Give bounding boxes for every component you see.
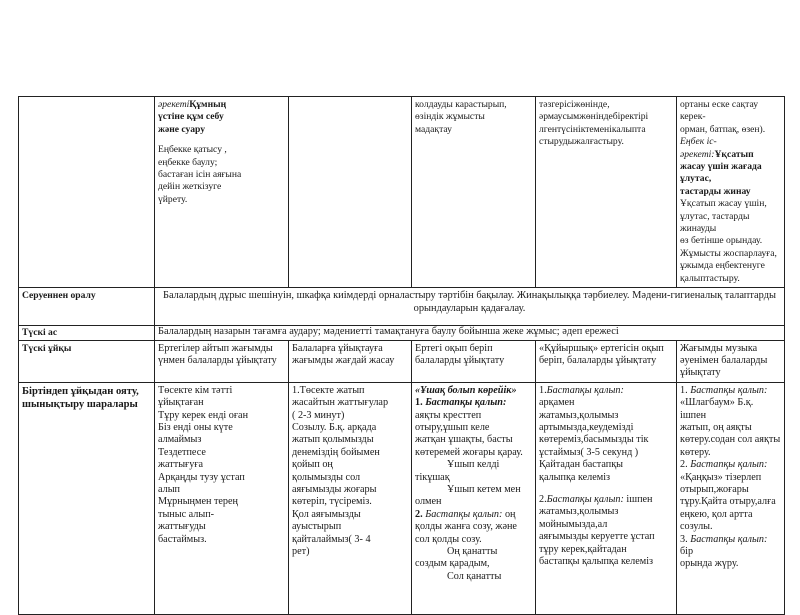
cell-fri-work: ортаны еске сақтау керек- орман, батпақ, өзен). Еңбек іс-әрекеті:Ұқсатып жасау үшін жағада ұлутас, тастарды жинау Ұқсатып жасау үшін, ұлутас, тастарды жинауды өз бетінше орындау. Жұмысты жоспарлауға, ұжымда еңбектенуге қалыптастыру. [677,97,785,288]
table-row [19,326,785,340]
wakeup-tue [289,382,412,614]
text-line: Сол қанатты [447,570,502,582]
text-line: көтереміз,басымызды тік [539,434,649,446]
text-line: жатамыз,қолымыз [539,506,619,518]
table-row [19,382,785,614]
cell-wed-work [412,97,536,288]
table-row [19,97,785,288]
schedule-table [18,96,785,615]
row-label-nap: Түскі ұйқы [19,340,155,382]
text-line: ішпен [626,493,653,505]
text-line: Еңбекке қатысу , [158,144,227,156]
text-line: аяғымызды жоғары [292,483,377,495]
text-line: еңкею, қол артта созулы. [680,508,753,533]
text-line: отыру,ұшып келе [415,421,490,433]
text-line: ауыстырып [292,521,342,533]
text-line: қолды жанға созу, және [415,521,517,533]
wakeup-mon [155,382,289,614]
empty-label-cell [19,97,155,288]
nap-fri: Жағымды музыка әуенімен балаларды ұйықтату [677,340,785,382]
text-line: көтеру. [680,446,711,458]
text-line: Тұру керек енді оған [158,409,249,421]
cell-tue-work [289,97,412,288]
text-block [158,144,285,206]
wakeup-fri: 1. Бастапқы қалып: «Шлагбаум» Б.қ. ішпен жатып, оң аяқты көтеру.содан сол аяқты көтеру. 2. Бастапқы қалып: «Қаңқыз» тізерлеп отырып,жоғары тұру.Қайта отыру,алға еңкею, қол артта созулы. 3. Бастапқы қалып: бір орында жүру. [677,382,785,614]
text-line: ұстаймыз( 3-5 секунд ) [539,446,639,458]
text-line: жасайтын жаттығулар [292,397,389,409]
text-line: ұжымда еңбектенуге [680,260,765,272]
text-line: Арқаңды тузу ұстап [158,471,245,483]
text-line: үйрету. [158,193,188,205]
text-line: Созылу. Б.қ. арқада [292,421,377,433]
text-line: денеміздің бойымен [292,446,380,458]
text-line: тікұшақ [415,471,450,483]
row-label-lunch: Түскі ас [19,326,155,340]
text-line: қалыпқа келеміз [539,471,611,483]
text-line: мойнымызда,ал [539,518,608,530]
text-line: жатып, оң аяқты [680,421,752,433]
text-line: алып [158,483,180,495]
text-line: жаттығуға [158,459,204,471]
text-line: Біз енді оны күте [158,421,233,433]
nap-wed: Ертегі оқып беріп балаларды ұйықтату [412,340,536,382]
text-line: Оң қанатты [447,546,498,557]
exercise-title: «Ұшақ болып көрейік» [415,384,517,396]
text-line: жатып қолымызды [292,434,374,446]
nap-thu: «Құйыршық» ертегісін оқып беріп, балаларды ұйықтату [536,340,677,382]
cell-thu-work [536,97,677,288]
text-line: көтеру.содан сол аяқты [680,434,781,446]
text-line: Тездетпесе [158,446,206,458]
text-line: ұйықтаған [158,397,204,409]
text-line: алмаймыз [158,434,202,446]
text-line: жатқан ұшақты, басты [415,434,513,446]
nap-mon: Ертегілер айтып жағымды үнмен балаларды ұйықтату [155,340,289,382]
text-line: бастаймыз. [158,533,207,545]
text-line: «Шлагбаум» Б.қ. ішпен [680,397,754,421]
text-line: жатамыз,қолымыз [539,409,619,421]
wakeup-wed: «Ұшақ болып көрейік» 1. Бастапқы қалып: аяқты кресттеп отыру,ұшып келе жатқан ұшақты, басты көтеремей жоғары қарау. Ұшып келді тікұшақ Ұшып кетем мен олмен 2. Бастапқы қалып: оң қолды жанға созу, және сол қолды созу. Оң қанатты создым қарадым, Сол қанатты [412,382,536,614]
text-line: аяқты кресттеп [415,409,482,421]
text-line: дейін жеткізуге [158,181,222,193]
text-line: сол қолды созу. [415,533,482,545]
text-line: Ұшып кетем мен [447,483,521,495]
text-line: артымызда,кеудемізді [539,421,634,433]
text-line: рет) [292,546,310,557]
nap-tue: Балаларға ұйықтауға жағымды жағдай жасау [289,340,412,382]
text-line: тыныс алып- [158,508,215,520]
text-line: создым қарадым, [415,558,490,570]
text-line: бастаған ісін аяғына [158,169,242,181]
text-line: еңбекке баулу; [158,156,218,168]
text-line: көтеремей жоғары қарау. [415,446,523,458]
cell-mon-work: әрекетіҚұмның үстіне құм себу және суару Еңбекке қатысу , еңбекке баулу; бастаған ісін аяғына дейін жеткізуге үйрету. [155,97,289,288]
text-line: 1.Төсекте жатып [292,384,365,396]
text-line: қолымызды сол [292,471,361,483]
text-line: лгентүсініктеменікалыпта [539,123,646,135]
return-text: Балалардың дұрыс шешінуін, шкафқа киімдерді орналастыру тәртібін бақылау. Жинақылыққа тәрбиелеу. Мәдени-гигиеналық талаптарды орындауларын қадағалау. [155,288,785,326]
text-line: қалыптастыру. [680,272,740,284]
row-label-return: Серуеннен оралу [19,288,155,326]
text-line: орында жүру. [680,558,739,570]
text-line: әрмаусымжөніндебіректірі [539,111,649,123]
text-line: колдауды карастырып, [415,99,507,110]
lunch-text: Балалардың назарын тағамға аудару; мәдениетті тамақтануға баулу бойынша жеке жұмыс; әдеп ережесі [155,326,785,340]
text-line: Қайтадан бастапқы [539,459,624,471]
text-line: тұру.Қайта отыру,алға [680,496,776,508]
text-line: Жұмысты жоспарлауға, [680,247,777,259]
text-line: тұру керек,қайтадан [539,543,627,555]
text-line: мадақтау [415,123,452,135]
text-line: қайталаймыз( 3- 4 [292,533,371,545]
text-line: Мұрныңмен терең [158,496,239,508]
row-label-wakeup: Біртіндеп ұйқыдан ояту, шынықтыру шаралары [19,382,155,614]
text-line: Ұшып келді [447,459,500,471]
text-line: жаттығуды [158,521,206,533]
table-row [19,340,785,382]
text-line: аяғымызды керуетте ұстап [539,531,655,543]
text-line: отырып,жоғары [680,483,749,495]
text-line: қойып оң [292,459,333,471]
text-line: Төсекте кім тәтті [158,384,233,396]
table-row [19,288,785,326]
text-line: бастапқы қалыпқа келеміз [539,556,654,567]
text-line: Ұқсатып жасау үшін, [680,198,767,210]
text-line: арқамен [539,397,575,409]
text-line: көтеріп, түсіреміз. [292,496,372,508]
text-line: бір [680,546,694,557]
text-line: Қол аяғымызды [292,508,361,520]
text-line: ( 2-3 минут) [292,409,345,421]
text-line: олмен [415,496,442,508]
text-line: стырудыжалғастыру. [539,136,624,148]
wakeup-thu: 1.Бастапқы қалып: арқамен жатамыз,қолымыз артымызда,кеудемізді көтереміз,басымызды тік ұстаймыз( 3-5 секунд ) Қайтадан бастапқы қалыпқа келеміз 2.Бастапқы қалып: ішпен жатамыз,қолымыз мойнымызда,ал аяғымызды керуетте ұстап тұру керек,қайтадан бастапқы қалыпқа келеміз [536,382,677,614]
text-line: «Қаңқыз» тізерлеп [680,471,762,483]
text-line: өзіндік жұмысты [415,111,485,123]
text-line: тәзгерісіжөніндe, [539,99,610,110]
text-line: оң [504,508,516,520]
text-line: ұлутас, тастарды жинауды [680,210,750,235]
text-line: өз бетінше орындау. [680,235,763,247]
